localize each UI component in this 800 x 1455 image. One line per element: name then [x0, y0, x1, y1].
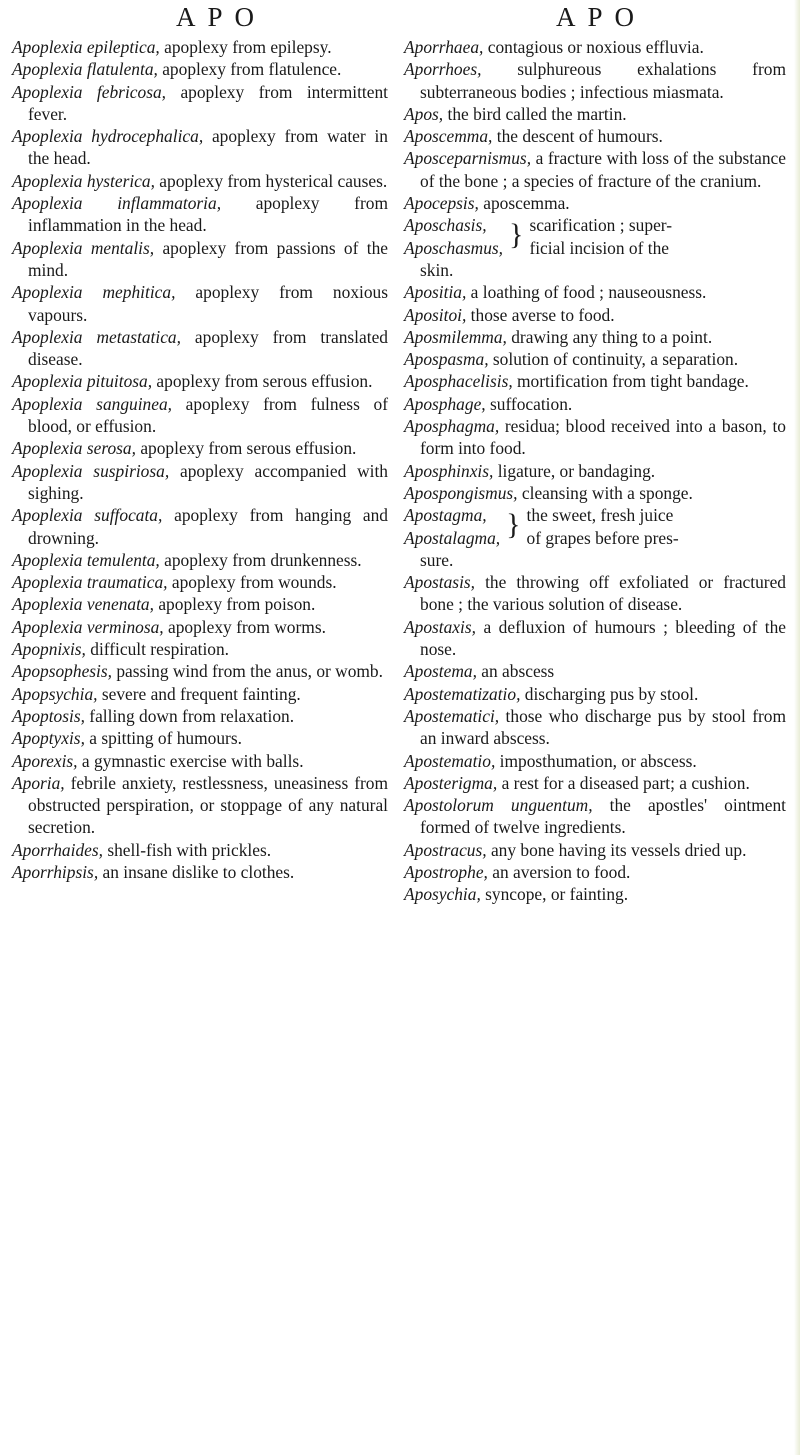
entry-definition: apoplexy from intermittent fever.	[28, 81, 388, 124]
dictionary-entry	[404, 348, 786, 370]
entry-definition: apoplexy from water in the head.	[28, 126, 388, 169]
entry-term: Apoplexia serosa,	[12, 438, 136, 459]
entry-term: Apoplexia sanguinea,	[12, 393, 173, 414]
dictionary-entry	[404, 58, 786, 103]
entry-definition: the descent of humours.	[492, 126, 663, 147]
dictionary-entry	[404, 794, 786, 839]
entry-term: Apostaxis,	[404, 616, 476, 637]
entry-definition: cleansing with a sponge.	[517, 482, 693, 503]
entry-definition: residua; blood received into a bason, to form into food.	[420, 416, 786, 459]
dictionary-entry	[404, 883, 786, 905]
dictionary-entry	[404, 772, 786, 794]
entry-definition: suffocation.	[485, 393, 573, 414]
entry-term: Aporexis,	[12, 750, 78, 771]
dictionary-entry	[12, 638, 388, 660]
dictionary-entry	[12, 683, 388, 705]
entry-term: Apopsophesis,	[12, 661, 112, 682]
entry-term: Apostematio,	[404, 750, 496, 771]
entry-definition: a rest for a diseased part; a cushion.	[497, 772, 750, 793]
entry-definition: apoplexy from passions of the mind.	[28, 237, 388, 280]
left-running-head: APO	[176, 2, 267, 32]
entry-term: Apoplexia mephitica,	[12, 282, 176, 303]
dictionary-entry	[404, 393, 786, 415]
dictionary-entry	[12, 437, 388, 459]
entry-term: Apoplexia verminosa,	[12, 616, 164, 637]
entry-term: Aposmilemma,	[404, 326, 507, 347]
dictionary-entry	[404, 861, 786, 883]
entry-definition: febrile anxiety, restlessness, uneasiness from obstructed perspiration, or stoppage of any natural secretion.	[28, 772, 388, 838]
entry-definition: apoplexy from serous effusion.	[135, 438, 357, 459]
dictionary-entry	[12, 750, 388, 772]
dictionary-entry	[404, 326, 786, 348]
entry-definition: any bone having its vessels dried up.	[486, 839, 747, 860]
entry-term: Aposphinxis,	[404, 460, 494, 481]
entry-term: Aposceparnismus,	[404, 148, 532, 169]
dictionary-entry	[404, 370, 786, 392]
entry-definition: an aversion to food.	[487, 861, 631, 882]
entry-term: Apoplexia epileptica,	[12, 37, 160, 57]
entry-definition: an insane dislike to clothes.	[98, 861, 295, 882]
entry-pair-aposchasis: Aposchasis, Aposchasmus, } scarification ; super- ficial incision of the skin.	[404, 214, 786, 281]
entry-term: Aposchasis,	[404, 215, 487, 236]
dictionary-entry	[404, 36, 786, 58]
entry-definition: the throwing off exfoliated or fractured bone ; the various solution of disease.	[420, 572, 786, 615]
entry-term: Apoplexia temulenta,	[12, 549, 160, 570]
entry-definition: contagious or noxious effluvia.	[483, 37, 704, 57]
dictionary-entry	[12, 616, 388, 638]
entry-definition: of grapes before pres-	[526, 527, 679, 548]
entry-definition: the bird called the martin.	[443, 103, 627, 124]
entry-pair-apostagma: Apostagma, Apostalagma, } the sweet, fresh juice of grapes before pres- sure.	[404, 504, 786, 571]
entry-term: Apositia,	[404, 282, 467, 303]
entry-term: Aposphage,	[404, 393, 486, 414]
entry-term: Apostolorum unguentum,	[404, 795, 593, 816]
entry-term: Apoplexia suffocata,	[12, 505, 163, 526]
dictionary-entry	[404, 839, 786, 861]
right-column	[404, 36, 786, 906]
page-edge	[794, 0, 800, 1455]
entry-definition: apoplexy from serous effusion.	[152, 371, 373, 392]
dictionary-entry	[12, 549, 388, 571]
entry-definition: the apostles' ointment formed of twelve ingredients.	[420, 795, 786, 838]
entry-definition: a loathing of food ; nauseousness.	[466, 282, 707, 303]
entry-definition: a spitting of humours.	[84, 728, 242, 749]
entry-definition: sure.	[420, 549, 454, 570]
dictionary-entry	[12, 125, 388, 170]
dictionary-entry	[12, 393, 388, 438]
entry-term: Apoplexia suspiriosa,	[12, 460, 170, 481]
dictionary-entry	[404, 683, 786, 705]
entry-term: Aposphagma,	[404, 416, 500, 437]
dictionary-entry	[12, 81, 388, 126]
dictionary-entry	[12, 839, 388, 861]
dictionary-entry	[404, 147, 786, 192]
dictionary-entry	[12, 727, 388, 749]
entry-definition: solution of continuity, a separation.	[488, 349, 739, 370]
entry-term: Aposterigma,	[404, 772, 498, 793]
dictionary-entry	[404, 750, 786, 772]
entry-definition: those averse to food.	[466, 304, 615, 325]
entry-term: Aporia,	[12, 772, 65, 793]
entry-term: Apoplexia hydrocephalica,	[12, 126, 204, 147]
dictionary-entry	[12, 593, 388, 615]
entry-definition: those who discharge pus by stool from an inward abscess.	[420, 705, 786, 749]
entry-term: Apostema,	[404, 661, 477, 682]
entry-definition: scarification ; super-	[529, 215, 673, 236]
entry-definition: apoplexy from translated disease.	[28, 326, 388, 370]
entry-term: Apopsychia,	[12, 683, 98, 704]
entry-term: Aposychia,	[404, 884, 481, 905]
entry-definition: apoplexy from poison.	[153, 594, 316, 615]
entry-definition: mortification from tight bandage.	[512, 371, 749, 392]
entry-definition: apoplexy from epilepsy.	[159, 37, 332, 57]
dictionary-entry	[12, 705, 388, 727]
dictionary-entry	[404, 192, 786, 214]
entry-term: Apostracus,	[404, 839, 487, 860]
entry-definition: apoplexy from drunkenness.	[159, 549, 362, 570]
entry-definition: apoplexy from inflammation in the head.	[28, 193, 388, 236]
dictionary-entry	[12, 370, 388, 392]
entry-definition: drawing any thing to a point.	[506, 326, 713, 347]
dictionary-entry	[12, 660, 388, 682]
entry-term: Apoplexia mentalis,	[12, 237, 155, 258]
entry-definition: apoplexy from wounds.	[167, 572, 337, 593]
entry-definition: syncope, or fainting.	[480, 884, 629, 905]
entry-definition: a gymnastic exercise with balls.	[77, 750, 304, 771]
entry-term: Apopnixis,	[12, 639, 86, 660]
entry-term: Apoptyxis,	[12, 728, 85, 749]
entry-definition: imposthumation, or abscess.	[495, 750, 697, 771]
dictionary-entry	[404, 705, 786, 750]
entry-term: Apoplexia traumatica,	[12, 572, 168, 593]
entry-term: Apos,	[404, 103, 444, 124]
dictionary-entry	[404, 415, 786, 460]
entry-definition: apoplexy accompanied with sighing.	[28, 460, 388, 503]
entry-definition: a fracture with loss of the substance of the bone ; a species of fracture of the cranium.	[420, 148, 786, 191]
entry-definition: sulphureous exhalations from subterraneous bodies ; infectious miasmata.	[420, 59, 786, 102]
entry-definition: shell-fish with prickles.	[103, 839, 272, 860]
right-running-head: APO	[556, 2, 647, 32]
entry-term: Aposcemma,	[404, 126, 493, 147]
left-column	[12, 36, 388, 883]
entry-term: Apositoi,	[404, 304, 467, 325]
dictionary-entry	[404, 460, 786, 482]
entry-definition: falling down from relaxation.	[84, 705, 295, 726]
entry-definition: apoplexy from flatulence.	[157, 59, 342, 80]
entry-definition: a defluxion of humours ; bleeding of the nose.	[420, 616, 786, 660]
entry-definition: an abscess	[476, 661, 555, 682]
entry-term: Apoplexia pituitosa,	[12, 371, 153, 392]
dictionary-entry	[12, 861, 388, 883]
dictionary-entry	[12, 192, 388, 237]
dictionary-entry	[12, 237, 388, 282]
entry-term: Aposphacelisis,	[404, 371, 513, 392]
entry-term: Apostalagma,	[404, 527, 501, 548]
entry-term: Apocepsis,	[404, 193, 479, 214]
entry-term: Aposchasmus,	[404, 237, 504, 258]
dictionary-entry	[404, 571, 786, 616]
entry-term: Apoplexia venenata,	[12, 594, 154, 615]
entry-term: Apoplexia flatulenta,	[12, 59, 158, 80]
dictionary-entry	[404, 125, 786, 147]
entry-definition: aposcemma.	[478, 193, 570, 214]
entry-definition: discharging pus by stool.	[520, 683, 699, 704]
dictionary-entry	[404, 616, 786, 661]
dictionary-entry	[12, 571, 388, 593]
entry-definition: severe and frequent fainting.	[97, 683, 301, 704]
entry-definition: the sweet, fresh juice	[526, 505, 674, 526]
entry-definition: ligature, or bandaging.	[493, 460, 656, 481]
entry-term: Apostasis,	[404, 572, 476, 593]
entry-term: Apoplexia metastatica,	[12, 326, 181, 347]
dictionary-entry	[12, 772, 388, 839]
entry-term: Apostematici,	[404, 705, 500, 726]
entry-term: Aporrhoes,	[404, 59, 482, 80]
entry-definition: apoplexy from hysterical causes.	[154, 170, 388, 191]
dictionary-entry	[12, 36, 388, 58]
entry-term: Apostrophe,	[404, 861, 488, 882]
entry-definition: difficult respiration.	[85, 639, 230, 660]
entry-term: Apoplexia febricosa,	[12, 81, 167, 102]
entry-definition: passing wind from the anus, or womb.	[112, 661, 383, 682]
dictionary-entry	[404, 103, 786, 125]
entry-term: Apostematizatio,	[404, 683, 521, 704]
dictionary-entry	[404, 304, 786, 326]
entry-definition: apoplexy from noxious vapours.	[28, 282, 389, 325]
dictionary-entry	[404, 482, 786, 504]
entry-term: Aporrhipsis,	[12, 861, 99, 882]
dictionary-entry	[12, 170, 388, 192]
entry-term: Apospasma,	[404, 349, 489, 370]
dictionary-entry	[404, 660, 786, 682]
entry-term: Apoplexia inflammatoria,	[12, 193, 222, 214]
entry-term: Aporrhaea,	[404, 37, 484, 57]
dictionary-entry	[12, 281, 388, 326]
entry-definition: apoplexy from hanging and drowning.	[28, 505, 388, 548]
dictionary-entry	[12, 326, 388, 371]
entry-term: Apoplexia hysterica,	[12, 170, 155, 191]
dictionary-entry	[12, 58, 388, 80]
entry-term: Apoptosis,	[12, 705, 85, 726]
dictionary-entry	[404, 281, 786, 303]
entry-term: Apostagma,	[404, 505, 487, 526]
entry-definition: skin.	[420, 259, 454, 280]
entry-definition: apoplexy from worms.	[163, 616, 326, 637]
entry-term: Aporrhaides,	[12, 839, 103, 860]
entry-definition: ficial incision of the	[529, 237, 670, 258]
dictionary-entry	[12, 460, 388, 505]
entry-term: Apospongismus,	[404, 482, 518, 503]
dictionary-entry	[12, 504, 388, 549]
entry-definition: apoplexy from fulness of blood, or effusion.	[28, 393, 388, 437]
